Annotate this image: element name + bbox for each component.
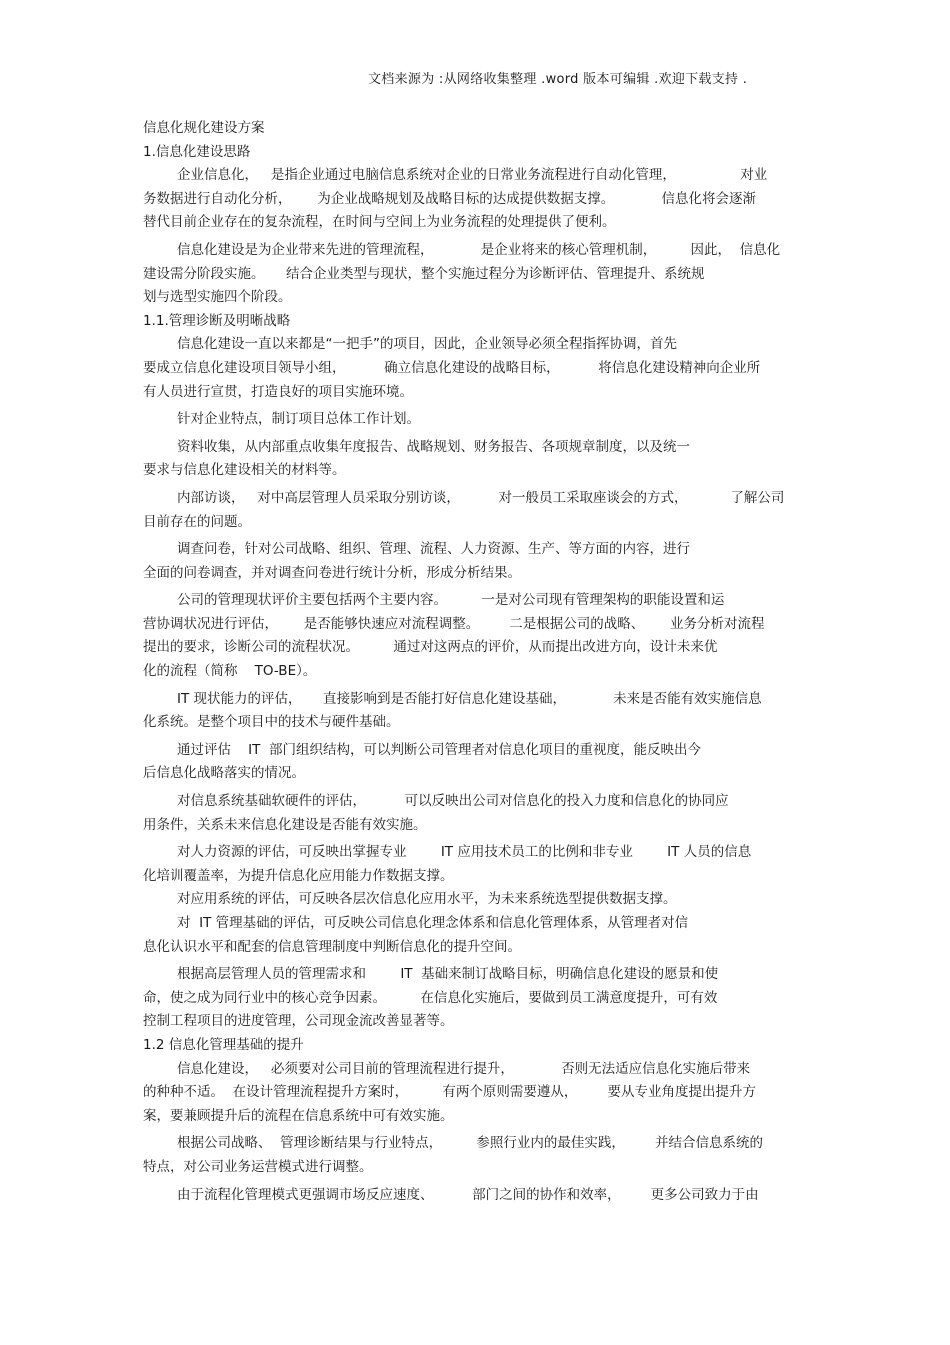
- section-heading-1-1: 1.1.管理诊断及明晰战略: [143, 312, 291, 329]
- paragraph-line: 的种种不适。 在设计管理流程提升方案时， 有两个原则需要遵从， 要从专业角度提出提升方: [143, 1084, 756, 1101]
- paragraph-line: 信息化建设是为企业带来先进的管理流程， 是企业将来的核心管理机制， 因此， 信息化: [177, 241, 781, 258]
- paragraph-3: [143, 333, 813, 404]
- paragraph-line: 有人员进行宣贯，打造良好的项目实施环境。: [143, 383, 413, 400]
- paragraph-line: 针对企业特点，制订项目总体工作计划。: [177, 411, 420, 428]
- paragraph-line: 对人力资源的评估，可反映出掌握专业 IT 应用技术员工的比例和非专业 IT 人员的信息: [177, 844, 752, 861]
- paragraph-line: 对信息系统基础软硬件的评估， 可以反映出公司对信息化的投入力度和信息化的协同应: [177, 793, 729, 810]
- paragraph-4: [143, 408, 813, 432]
- paragraph-line: 由于流程化管理模式更强调市场反应速度、 部门之间的协作和效率， 更多公司致力于由: [177, 1186, 759, 1203]
- paragraph-line: 资料收集，从内部重点收集年度报告、战略规划、财务报告、各项规章制度，以及统一: [177, 438, 690, 455]
- paragraph-9: [143, 688, 813, 735]
- paragraph-2: [143, 239, 813, 310]
- paragraph-line: 调查问卷，针对公司战略、组织、管理、流程、人力资源、生产、等方面的内容，进行: [177, 541, 690, 558]
- paragraph-line: 要成立信息化建设项目领导小组， 确立信息化建设的战略目标， 将信息化建设精神向企业所: [143, 359, 761, 376]
- paragraph-line: 内部访谈， 对中高层管理人员采取分别访谈， 对一般员工采取座谈会的方式， 了解公司: [177, 489, 785, 506]
- document-title: 信息化规化建设方案: [143, 120, 265, 136]
- paragraph-line: 建设需分阶段实施。 结合企业类型与现状，整个实施过程分为诊断评估、管理提升、系统规: [143, 265, 705, 282]
- paragraph-line: 划与选型实施四个阶段。: [143, 289, 292, 306]
- paragraph-6: [143, 487, 813, 534]
- paragraph-line: 对 IT 管理基础的评估，可反映公司信息化理念体系和信息化管理体系，从管理者对信: [177, 915, 689, 931]
- paragraph-line: 后信息化战略落实的情况。: [143, 765, 305, 782]
- paragraph-15: [143, 963, 813, 1034]
- paragraph-11: [143, 790, 813, 837]
- paragraph-8: [143, 589, 813, 683]
- paragraph-5: [143, 436, 813, 483]
- paragraph-line: 息化认识水平和配套的信息管理制度中判断信息化的提升空间。: [143, 938, 521, 955]
- section-heading-1: 1.信息化建设思路: [143, 143, 251, 160]
- paragraph-12: [143, 841, 813, 888]
- paragraph-line: 营协调状况进行评估， 是否能够快速应对流程调整。 二是根据公司的战略、 业务分析对流程: [143, 615, 765, 632]
- paragraph-line: 化培训覆盖率，为提升信息化应用能力作数据支撑。: [143, 867, 454, 884]
- paragraph-10: [143, 739, 813, 786]
- paragraph-14: [143, 912, 813, 959]
- paragraph-line: IT 现状能力的评估， 直接影响到是否能打好信息化建设基础， 未来是否能有效实施信息: [177, 690, 762, 707]
- paragraph-line: 提出的要求，诊断公司的流程状况。 通过对这两点的评价，从而提出改进方向，设计未来优: [143, 639, 718, 656]
- paragraph-line: 企业信息化， 是指企业通过电脑信息系统对企业的日常业务流程进行自动化管理， 对业: [177, 167, 768, 184]
- document-body: [143, 117, 813, 1207]
- paragraph-line: 务数据进行自动化分析， 为企业战略规划及战略目标的达成提供数据支撑。 信息化将会逐渐: [143, 190, 756, 207]
- section-heading-1-2: 1.2 信息化管理基础的提升: [143, 1036, 304, 1053]
- paragraph-line: 案，要兼顾提升后的流程在信息系统中可有效实施。: [143, 1107, 454, 1124]
- paragraph-line: 公司的管理现状评价主要包括两个主要内容。 一是对公司现有管理架构的职能设置和运: [177, 592, 725, 609]
- paragraph-line: 替代目前企业存在的复杂流程，在时间与空间上为业务流程的处理提供了便利。: [143, 214, 616, 231]
- paragraph-13: [143, 888, 813, 912]
- page-header: 文档来源为 :从网络收集整理 .word 版本可编辑 .欢迎下载支持 .: [368, 72, 748, 87]
- paragraph-line: 信息化建设， 必须要对公司目前的管理流程进行提升， 否则无法适应信息化实施后带来: [177, 1060, 751, 1077]
- paragraph-line: 化系统。是整个项目中的技术与硬件基础。: [143, 714, 400, 731]
- paragraph-7: [143, 538, 813, 585]
- paragraph-line: 化的流程（简称 TO-BE）。: [143, 663, 317, 680]
- paragraph-1: [143, 164, 813, 235]
- paragraph-line: 信息化建设一直以来都是“一把手”的项目，因此，企业领导必须全程指挥协调，首先: [177, 336, 677, 353]
- paragraph-line: 特点，对公司业务运营模式进行调整。: [143, 1158, 373, 1175]
- paragraph-16: [143, 1058, 813, 1129]
- paragraph-line: 控制工程项目的进度管理，公司现金流改善显著等。: [143, 1013, 454, 1030]
- paragraph-line: 目前存在的问题。: [143, 513, 251, 530]
- paragraph-line: 要求与信息化建设相关的材料等。: [143, 462, 346, 479]
- paragraph-18: [143, 1184, 813, 1208]
- paragraph-line: 通过评估 IT 部门组织结构，可以判断公司管理者对信息化项目的重视度，能反映出今: [177, 741, 701, 758]
- paragraph-line: 根据高层管理人员的管理需求和 IT 基础来制订战略目标，明确信息化建设的愿景和使: [177, 966, 719, 983]
- paragraph-line: 命，使之成为同行业中的核心竞争因素。 在信息化实施后，要做到员工满意度提升，可有效: [143, 989, 718, 1006]
- paragraph-line: 全面的问卷调查，并对调查问卷进行统计分析，形成分析结果。: [143, 564, 521, 581]
- paragraph-line: 对应用系统的评估，可反映各层次信息化应用水平，为未来系统选型提供数据支撑。: [177, 891, 677, 908]
- paragraph-line: 用条件，关系未来信息化建设是否能有效实施。: [143, 816, 427, 833]
- paragraph-line: 根据公司战略、 管理诊断结果与行业特点， 参照行业内的最佳实践， 并结合信息系统的: [177, 1135, 763, 1152]
- paragraph-17: [143, 1132, 813, 1179]
